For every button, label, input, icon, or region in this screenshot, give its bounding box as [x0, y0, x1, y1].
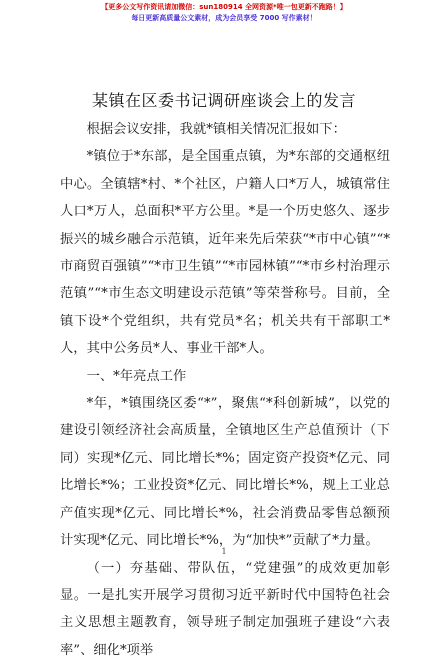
- document-body: [60, 116, 390, 664]
- promo-banner: [0, 2, 448, 24]
- overview-paragraph: *镇位于*东部，是全国重点镇，为*东部的交通枢纽中心。全镇辖*村、*个社区，户籍人口*万人，城镇常住人口*万人，总面积*平方公里。*是一个历史悠久、逐步振兴的城乡融合示范镇，近年来先后荣获“*市中心镇”“*市商贸百强镇”“*市卫生镇”“*市园林镇”“*市乡村治理示范镇”“*市生态文明建设示范镇”等荣誉称号。目前，全镇下设*个党组织，共有党员*名；机关共有干部职工*人，其中公务员*人、事业干部*人。: [60, 143, 390, 362]
- subsection-paragraph: （一）夯基础、带队伍，“党建强”的成效更加彰显。一是扎实开展学习贯彻习近平新时代中国特色社会主义思想主题教育，领导班子制定加强班子建设“六表率”、细化*项举: [60, 555, 390, 664]
- promo-line-2: 每日更新高质量公文素材，成为会员享受 7000 写作素材！: [0, 13, 448, 24]
- intro-paragraph: 根据会议安排，我就*镇相关情况汇报如下：: [60, 116, 390, 143]
- document-title: 某镇在区委书记调研座谈会上的发言: [0, 88, 448, 111]
- section-heading: 一、*年亮点工作: [60, 363, 390, 390]
- highlights-paragraph: *年，*镇围绕区委“*”，聚焦“*科创新城”，以党的建设引领经济社会高质量，全镇地区生产总值预计（下同）实现*亿元、同比增长*%；固定资产投资*亿元、同比增长*%；工业投资*亿元、同比增长*%，规上工业总产值实现*亿元、同比增长*%，社会消费品零售总额预计实现*亿元、同比增长*%，为“加快*”贡献了*力量。: [60, 390, 390, 554]
- promo-line-1: 【更多公文写作资讯请加微信：sun180914 全网资源*唯一包更新不跑路！】: [0, 2, 448, 13]
- page-number: 1: [0, 547, 448, 556]
